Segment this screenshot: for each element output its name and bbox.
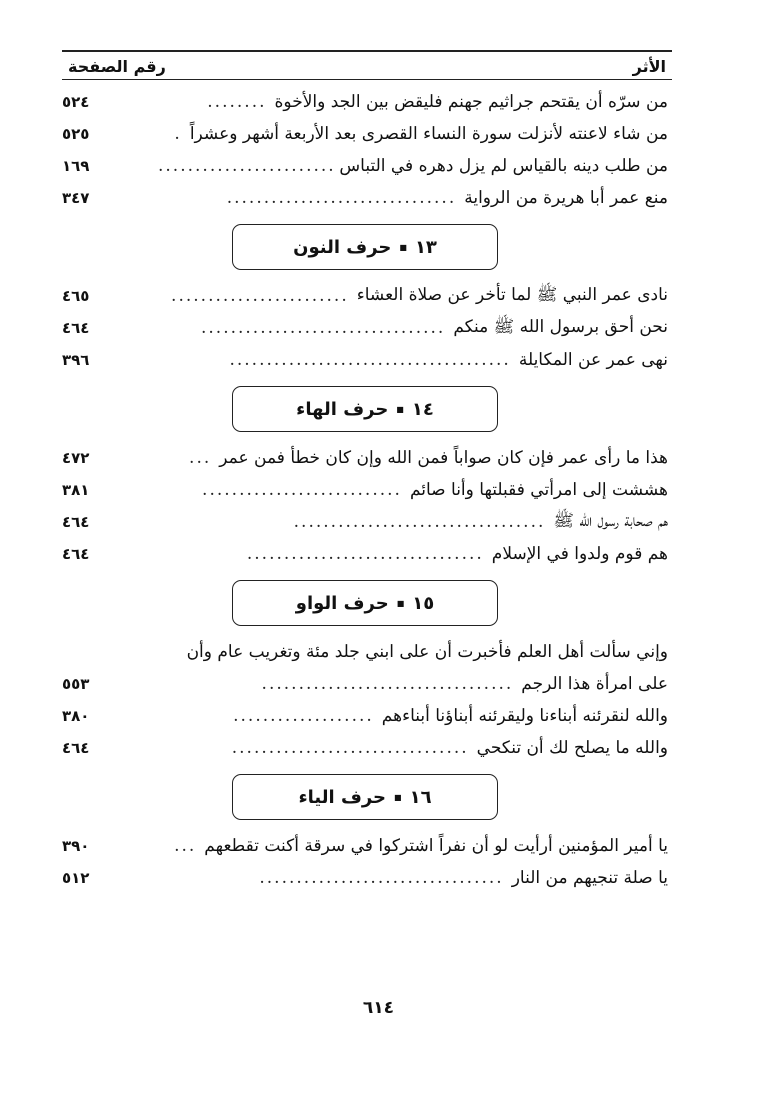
leader-dots: ...................................... bbox=[229, 350, 511, 370]
section-heading bbox=[232, 580, 498, 626]
entry-page-number: ٣٩٠ bbox=[62, 837, 90, 855]
leader-dots: ................... bbox=[233, 706, 374, 726]
leader-dots: ................................ bbox=[246, 544, 484, 564]
entry-text: هم صحابة رسول الله ﷺ bbox=[553, 510, 668, 531]
entry-page-number: ٤٦٤ bbox=[62, 739, 90, 757]
section-heading bbox=[232, 224, 498, 270]
index-entry bbox=[62, 150, 672, 182]
section-heading bbox=[232, 774, 498, 820]
index-entry bbox=[62, 312, 672, 344]
entry-page-number: ٤٦٤ bbox=[62, 513, 90, 531]
entry-text: على امرأة هذا الرجم bbox=[521, 674, 668, 694]
index-entry bbox=[62, 862, 672, 894]
entry-text: والله ما يصلح لك أن تنكحي bbox=[476, 738, 668, 758]
entry-text: نحن أحق برسول الله ﷺ منكم bbox=[453, 316, 668, 337]
section-label: حرف الياء bbox=[298, 786, 387, 808]
leader-dots: ............................... bbox=[226, 188, 457, 208]
leader-dots: ................................ bbox=[231, 738, 469, 758]
leader-dots: ........ bbox=[207, 92, 267, 112]
entry-text: من سرّه أن يقتحم جراثيم جهنم فليقض بين الجد والأخوة bbox=[274, 92, 668, 112]
entry-page-number: ٣٨١ bbox=[62, 481, 90, 499]
entry-page-number: ٥٥٣ bbox=[62, 675, 90, 693]
entry-text: هششت إلى امرأتي فقبلتها وأنا صائم bbox=[409, 480, 668, 500]
entry-text: هذا ما رأى عمر فإن كان صواباً فمن الله وإن كان خطأ فمن عمر bbox=[219, 448, 668, 468]
section-number: ١٦ bbox=[409, 786, 432, 808]
index-entry bbox=[62, 668, 672, 700]
index-entry bbox=[62, 182, 672, 214]
entry-text: يا صلة تنجيهم من النار bbox=[511, 868, 668, 888]
leader-dots: ................................. bbox=[200, 318, 446, 338]
index-entry bbox=[62, 636, 672, 668]
index-body bbox=[62, 86, 672, 894]
index-entry bbox=[62, 118, 672, 150]
section-number: ١٤ bbox=[411, 398, 434, 420]
index-entry bbox=[62, 538, 672, 570]
separator-icon: ■ bbox=[399, 242, 407, 252]
section-label: حرف الهاء bbox=[296, 398, 389, 420]
entry-text: من شاء لاعنته لأنزلت سورة النساء القصرى بعد الأربعة أشهر وعشراً bbox=[189, 124, 668, 144]
entry-page-number: ٥٢٥ bbox=[62, 125, 90, 143]
leader-dots: ........................ bbox=[158, 156, 336, 176]
entry-text: وإني سألت أهل العلم فأخبرت أن على ابني جلد مئة وتغريب عام وأن bbox=[186, 642, 668, 662]
leader-dots: . bbox=[174, 124, 182, 144]
index-entry bbox=[62, 700, 672, 732]
entry-text: هم قوم ولدوا في الإسلام bbox=[491, 544, 668, 564]
separator-icon: ■ bbox=[396, 598, 405, 608]
separator-icon: ■ bbox=[396, 404, 404, 414]
index-page bbox=[62, 50, 672, 894]
section-number: ١٥ bbox=[412, 592, 435, 614]
leader-dots: ................................. bbox=[259, 868, 504, 888]
index-entry bbox=[62, 280, 672, 312]
index-entry bbox=[62, 830, 672, 862]
entry-text: نهى عمر عن المكايلة bbox=[518, 350, 668, 370]
index-entry bbox=[62, 344, 672, 376]
entry-text: والله لنقرئنه أبناءنا وليقرئنه أبناؤنا أبناءهم bbox=[381, 706, 668, 726]
page-number-column-header: رقم الصفحة bbox=[68, 57, 166, 76]
table-header bbox=[62, 50, 672, 80]
index-entry bbox=[62, 732, 672, 764]
entry-page-number: ٥٢٤ bbox=[62, 93, 90, 111]
entry-page-number: ٤٦٤ bbox=[62, 319, 90, 337]
index-entry bbox=[62, 506, 672, 538]
index-entry bbox=[62, 474, 672, 506]
entry-page-number: ١٦٩ bbox=[62, 157, 90, 175]
page-number: ٦١٤ bbox=[362, 998, 395, 1018]
leader-dots: .................................. bbox=[293, 512, 546, 532]
leader-dots: ... bbox=[189, 448, 212, 468]
entry-page-number: ٣٩٦ bbox=[62, 351, 90, 369]
entry-text: من طلب دينه بالقياس لم يزل دهره في التباس bbox=[339, 156, 668, 176]
section-heading bbox=[232, 386, 498, 432]
entry-text: نادى عمر النبي ﷺ لما تأخر عن صلاة العشاء bbox=[356, 284, 668, 305]
entry-page-number: ٤٧٢ bbox=[62, 449, 90, 467]
leader-dots: ........................ bbox=[171, 286, 349, 306]
leader-dots: .................................. bbox=[261, 674, 514, 694]
entry-page-number: ٥١٢ bbox=[62, 869, 90, 887]
index-entry bbox=[62, 86, 672, 118]
section-label: حرف النون bbox=[293, 236, 392, 258]
entry-text: منع عمر أبا هريرة من الرواية bbox=[464, 188, 668, 208]
entry-page-number: ٤٦٤ bbox=[62, 545, 90, 563]
entry-text: يا أمير المؤمنين أرأيت لو أن نفراً اشتركوا في سرقة أكنت تقطعهم bbox=[204, 836, 668, 856]
separator-icon: ■ bbox=[394, 792, 402, 802]
section-number: ١٣ bbox=[414, 236, 437, 258]
leader-dots: ........................... bbox=[202, 480, 402, 500]
leader-dots: ... bbox=[174, 836, 197, 856]
entry-page-number: ٣٨٠ bbox=[62, 707, 90, 725]
section-label: حرف الواو bbox=[295, 592, 389, 614]
athar-column-header: الأثر bbox=[632, 57, 666, 76]
entry-page-number: ٣٤٧ bbox=[62, 189, 90, 207]
index-entry bbox=[62, 442, 672, 474]
entry-page-number: ٤٦٥ bbox=[62, 287, 90, 305]
